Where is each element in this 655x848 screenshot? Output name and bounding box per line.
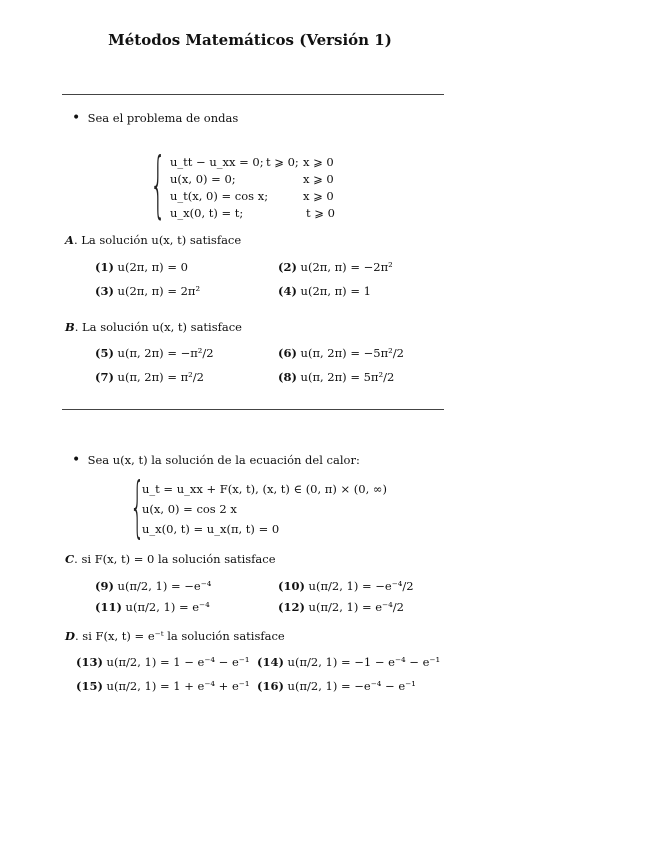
option-16[interactable]: (16) u(π/2, 1) = −e⁻⁴ − e⁻¹ <box>257 679 416 693</box>
heat-eq-row: u_t = u_xx + F(x, t), (x, t) ∈ (0, π) × (0, ∞) <box>142 482 387 496</box>
option-5[interactable]: (5) u(π, 2π) = −π²/2 <box>95 346 214 360</box>
heat-eq-row: u(x, 0) = cos 2 x <box>142 502 237 516</box>
option-6[interactable]: (6) u(π, 2π) = −5π²/2 <box>278 346 404 360</box>
divider-top <box>62 94 444 95</box>
problem1-intro <box>72 110 238 126</box>
wave-cond-t: t ⩾ 0; <box>266 155 299 169</box>
option-4[interactable]: (4) u(2π, π) = 1 <box>278 284 371 298</box>
option-3[interactable]: (3) u(2π, π) = 2π² <box>95 284 201 298</box>
option-12[interactable]: (12) u(π/2, 1) = e⁻⁴/2 <box>278 600 404 614</box>
left-brace-icon: { <box>130 468 145 545</box>
bullet-icon: • <box>72 452 81 468</box>
problem2-intro <box>72 452 360 468</box>
option-1[interactable]: (1) u(2π, π) = 0 <box>95 260 188 274</box>
option-15[interactable]: (15) u(π/2, 1) = 1 + e⁻⁴ + e⁻¹ <box>76 679 250 693</box>
option-11[interactable]: (11) u(π/2, 1) = e⁻⁴ <box>95 600 210 614</box>
wave-cond-t: t ⩾ 0 <box>306 206 335 220</box>
wave-cond-x: x ⩾ 0 <box>303 189 334 203</box>
option-13[interactable]: (13) u(π/2, 1) = 1 − e⁻⁴ − e⁻¹ <box>76 655 250 669</box>
option-10[interactable]: (10) u(π/2, 1) = −e⁻⁴/2 <box>278 579 414 593</box>
page-title: Métodos Matemáticos (Versión 1) <box>108 31 392 49</box>
option-9[interactable]: (9) u(π/2, 1) = −e⁻⁴ <box>95 579 212 593</box>
heat-eq-row: u_x(0, t) = u_x(π, t) = 0 <box>142 522 280 536</box>
left-brace-icon: { <box>150 142 167 226</box>
wave-eq-row: u_tt − u_xx = 0; <box>170 155 264 169</box>
wave-eq-row: u_x(0, t) = t; <box>170 206 244 220</box>
section-d-heading: D. si F(x, t) = e⁻ᵗ la solución satisface <box>65 629 285 643</box>
wave-cond-x: x ⩾ 0 <box>303 172 334 186</box>
wave-eq-row: u_t(x, 0) = cos x; <box>170 189 269 203</box>
problem1-intro-text: Sea el problema de ondas <box>87 111 239 125</box>
section-a-heading: A. La solución u(x, t) satisface <box>65 233 242 247</box>
divider-middle <box>62 409 444 410</box>
option-8[interactable]: (8) u(π, 2π) = 5π²/2 <box>278 370 395 384</box>
wave-cond-x: x ⩾ 0 <box>303 155 334 169</box>
section-b-heading: B. La solución u(x, t) satisface <box>65 320 242 334</box>
option-2[interactable]: (2) u(2π, π) = −2π² <box>278 260 393 274</box>
bullet-icon: • <box>72 110 81 126</box>
wave-eq-row: u(x, 0) = 0; <box>170 172 236 186</box>
option-7[interactable]: (7) u(π, 2π) = π²/2 <box>95 370 204 384</box>
section-c-heading: C. si F(x, t) = 0 la solución satisface <box>65 552 276 566</box>
option-14[interactable]: (14) u(π/2, 1) = −1 − e⁻⁴ − e⁻¹ <box>257 655 441 669</box>
problem2-intro-text: Sea u(x, t) la solución de la ecuación del calor: <box>87 453 360 467</box>
